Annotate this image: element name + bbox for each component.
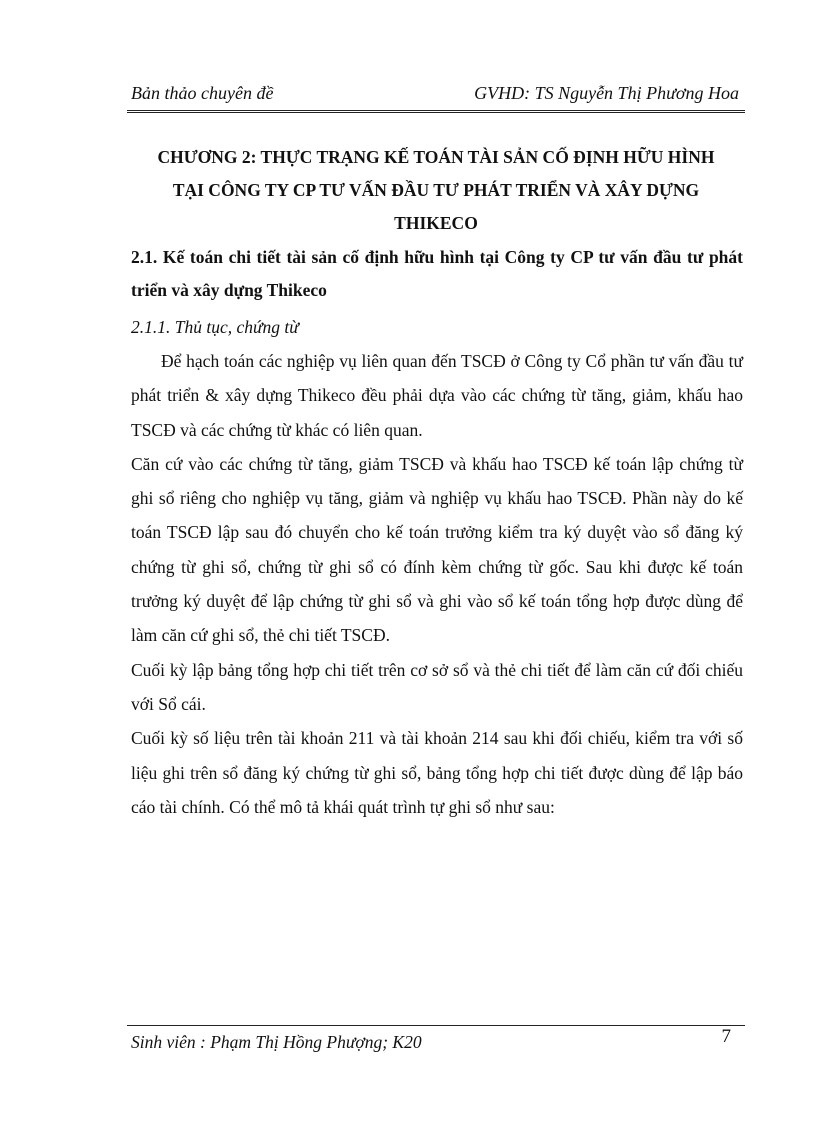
page-header [131, 78, 743, 108]
footer-student-name: Sinh viên : Phạm Thị Hồng Phượng; K20 [131, 1032, 422, 1052]
header-divider [127, 110, 745, 116]
subsection-heading: 2.1.1. Thủ tục, chứng từ [131, 317, 299, 337]
paragraph: Cuối kỳ lập bảng tổng hợp chi tiết trên cơ sở sổ và thẻ chi tiết để làm căn cứ đối chiếu với Sổ cái. [131, 659, 743, 714]
footer-divider [127, 1025, 745, 1026]
page-footer [131, 1027, 743, 1053]
chapter-title [128, 141, 744, 240]
chapter-title-line-3: THIKECO [394, 213, 478, 233]
header-document-title: Bản thảo chuyên đề [131, 83, 274, 103]
chapter-title-line-1: CHƯƠNG 2: THỰC TRẠNG KẾ TOÁN TÀI SẢN CỐ ĐỊNH HỮU HÌNH [157, 147, 715, 167]
paragraph: Cuối kỳ số liệu trên tài khoản 211 và tài khoản 214 sau khi đối chiếu, kiểm tra với số liệu ghi trên sổ đăng ký chứng từ ghi sổ, bảng tổng hợp chi tiết được dùng để lập báo cáo tài chính. Có thể mô tả khái quát trình tự ghi sổ như sau: [131, 728, 743, 817]
header-supervisor: GVHD: TS Nguyễn Thị Phương Hoa [474, 83, 739, 103]
body-text [131, 344, 743, 824]
paragraph: Căn cứ vào các chứng từ tăng, giảm TSCĐ và khấu hao TSCĐ kế toán lập chứng từ ghi sổ riêng cho nghiệp vụ tăng, giảm và nghiệp vụ khấu hao TSCĐ. Phần này do kế toán TSCĐ lập sau đó chuyển cho kế toán trưởng kiểm tra ký duyệt vào sổ đăng ký chứng từ ghi sổ, chứng từ ghi sổ có đính kèm chứng từ gốc. Sau khi được kế toán trưởng ký duyệt để lập chứng từ ghi sổ và ghi vào sổ kế toán tổng hợp được dùng để làm căn cứ ghi sổ, thẻ chi tiết TSCĐ. [131, 453, 743, 646]
paragraph: Để hạch toán các nghiệp vụ liên quan đến TSCĐ ở Công ty Cổ phần tư vấn đầu tư phát triển & xây dựng Thikeco đều phải dựa vào các chứng từ tăng, giảm, khấu hao TSCĐ và các chứng từ khác có liên quan. [131, 351, 743, 440]
chapter-title-line-2: TẠI CÔNG TY CP TƯ VẤN ĐẦU TƯ PHÁT TRIỂN VÀ XÂY DỰNG [172, 180, 700, 200]
page-number: 7 [721, 1026, 731, 1047]
section-heading: 2.1. Kế toán chi tiết tài sản cố định hữu hình tại Công ty CP tư vấn đầu tư phát triển và xây dựng Thikeco [131, 247, 743, 300]
